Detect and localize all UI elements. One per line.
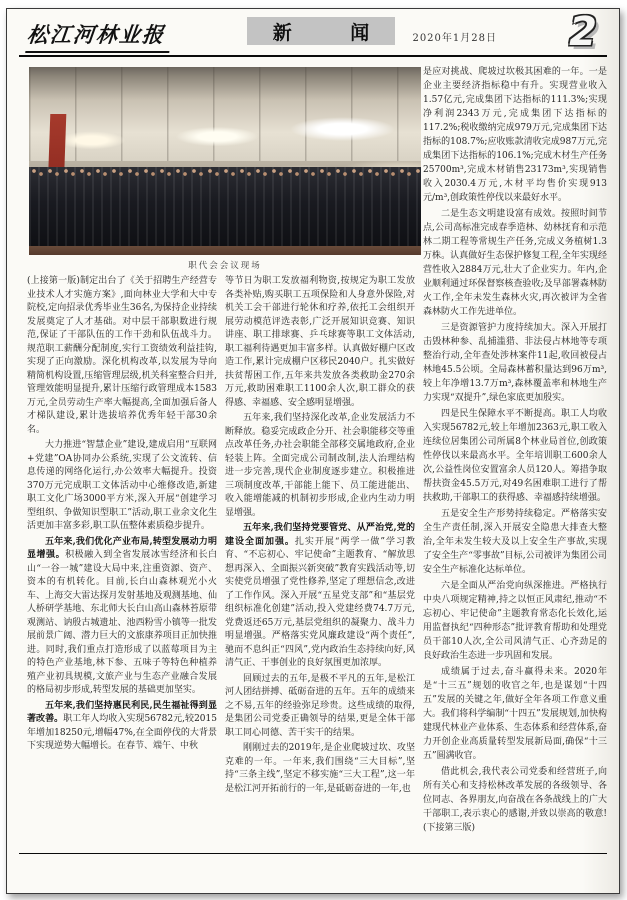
article-paragraph: 三是资源管护力度持续加大。深入开展打击毁林种参、乱捕滥猎、非法侵占林地等专项整治行动,全年查处涉林案件11起,收回被侵占林地45.5公顷。全局森林蓄积量达到96万m³,较上年净增13.7万m³,森林覆盖率和林地生产力实现“双提升”,绿色家底更加殷实。	[423, 323, 607, 403]
article-paragraph: 大力推进“智慧企业”建设,建成启用“互联网+党建”OA协同办公系统,实现了公文流转、信息传递的网络化运行,办公效率大幅提升。投资370万元完成职工文体活动中心维修改造,新建职工文化广场3000平方米,深入开展“创建学习型组织、争做知识型职工”活动,职工业余文化生活更加丰富多彩,职工队伍整体素质稳步提升。	[27, 440, 217, 531]
article-paragraph: 五年来,我们坚持深化改革,企业发展活力不断释放。稳妥完成政企分开、社会职能移交等重点改革任务,办社会职能全部移交属地政府,企业轻装上阵。全面完成公司制改制,法人治理结构进一步完善,现代企业制度逐步建立。积极推进三项制度改革,干部能上能下、员工能进能出、收入能增能减的机制初步形成,企业内生动力明显增强。	[225, 413, 415, 518]
page-header	[19, 9, 607, 57]
meeting-photo	[29, 67, 421, 255]
article-column-2	[225, 275, 415, 851]
bottom-rule	[19, 853, 607, 854]
article-paragraph: 六是全面从严治党向纵深推进。严格执行中央八项规定精神,持之以恒正风肃纪,推动“不忘初心、牢记使命”主题教育常态化长效化,运用监督执纪“四种形态”批评教育帮助和处理党员干部10人次,全公司风清气正、心齐劲足的良好政治生态进一步巩固和发展。	[423, 581, 607, 661]
newspaper-page	[6, 8, 620, 894]
photo-stage-strip	[29, 246, 421, 255]
page-number: 2	[569, 9, 597, 55]
article-paragraph: 二是生态文明建设富有成效。按照时间节点,公司高标准完成春季造林、幼林抚育和示范林二期工程等常规生产任务,完成义务植树1.3万株。认真做好生态保护修复工程,全年实现经营性收入2884万元,壮大了企业实力。年内,企业顺利通过环保督察核查验收;及早部署森林防火工作,全年未发生森林火灾,再次被评为全省森林防火工作先进单位。	[423, 209, 607, 317]
photo-standing-crowd	[29, 167, 421, 246]
newspaper-masthead: 松江河林业报	[25, 19, 173, 53]
photo-ceiling-lights	[29, 67, 421, 161]
article-paragraph: 五年来,我们坚持惠民利民,民生福祉得到显著改善。职工年人均收入实现56782元,较2015年增加18250元,增幅47%,在全面停伐的大背景下实现逆势大幅增长。在春节、端午、中秋	[27, 700, 217, 751]
article-column-3	[423, 65, 607, 851]
section-title: 新 闻	[272, 21, 396, 44]
article-paragraph: 五年来,我们优化产业布局,转型发展动力明显增强。积极融入到全省发展冰雪经济和长白山“一谷一城”建设大局中来,注重资源、资产、资本的有机转化。目前,长白山森林观光小火车、上海交大雷达探月发射基地及观测基地、仙人桥研学基地、东北师大长白山高山森林苔原带观测站、讷殷古城遗址、池西粉雪小镇等一批发展前景广阔、潜力巨大的文旅康养项目正加快推进。同时,我们重点打造形成了以蓝莓项目为主的特色产业基地,林下参、五味子等特色种植养殖产业初具规模,文旅产业与生态产业融合发展的格局初步形成,转型发展的基础更加坚实。	[27, 536, 217, 695]
paragraph-lead: 五年来,我们优化产业布局,转型发展动力明显增强。	[27, 536, 217, 560]
article-paragraph: 等节日为职工发放福利物资,按规定为职工发放各类补贴,购买职工五项保险和人身意外保险,对机关工会干部进行轮休和疗养,依托工会组织开展劳动模范评选表彰,广泛开展知识竞赛、知识讲座、职工排球赛、乒乓球赛等职工文体活动,职工福利待遇更加丰富多样。认真做好棚户区改造工作,累计完成棚户区移民2040户。扎实做好扶贫帮困工作,五年来共发放各类救助金270余万元,救助困难职工1100余人次,职工群众的获得感、幸福感、安全感明显增强。	[225, 276, 415, 408]
article-paragraph: 借此机会,我代表公司党委和经营班子,向所有关心和支持松林改革发展的各级领导、各位同志、各界朋友,向奋战在各条战线上的广大干部职工,表示衷心的感谢,并致以崇高的敬意!(下接第三版)	[423, 767, 607, 833]
paragraph-lead: 五年来,我们坚持党要管党、从严治党,党的建设全面加强。	[225, 523, 415, 547]
section-title-box	[247, 17, 395, 45]
article-paragraph: 刚刚过去的2019年,是企业爬坡过坎、攻坚克难的一年。一年来,我们围绕“三大目标”,坚持“三条主线”,坚定不移实施“三大工程”,这一年是松江河开拓前行的一年,是砥砺奋进的一年,也	[225, 743, 415, 794]
article-paragraph: 是应对挑战、爬坡过坎极其困难的一年。一是企业主要经济指标稳中有升。实现营业收入1.57亿元,完成集团下达指标的111.3%;实现净利润2343万元,完成集团下达指标的117.2%;税收缴纳完成979万元,完成集团下达指标的108.7%;应收账款清收完成987万元,完成集团下达指标的106.1%;完成木材生产任务25700m³,完成木材销售23173m³,实现销售收入2030.4万元,木材平均售价实现913元/m³,创政策性停伐以来最好水平。	[423, 67, 607, 203]
article-paragraph: 四是民生保障水平不断提高。职工人均收入实现56782元,较上年增加2363元,职工收入连续位居集团公司所属8个林业局首位,创政策性停伐以来最高水平。全年培训职工600余人次,公益性岗位安置富余人员120人。筹措争取帮扶资金45.5万元,对49名困难职工进行了帮扶救助,干部职工的获得感、幸福感持续增强。	[423, 409, 607, 503]
paragraph-lead: 五年来,我们坚持惠民利民,民生福祉得到显著改善。	[27, 700, 217, 724]
article-column-1	[27, 275, 217, 851]
article-paragraph: 五是安全生产形势持续稳定。严格落实安全生产责任制,深入开展安全隐患大排查大整治,全年未发生较大及以上安全生产事故,实现了安全生产“零事故”目标,公司被评为集团公司安全生产标准化达标单位。	[423, 509, 607, 575]
issue-date: 2020年1月28日	[412, 33, 497, 44]
article-paragraph: (上接第一版)制定出台了《关于招聘生产经营专业技术人才实施方案》,面向林业大学和大中专院校,定向招录优秀毕业生36名,为保持企业持续发展奠定了人才基础。对中层干部职数进行规范,保证了干部队伍的工作干劲和队伍战斗力。规范职工薪酬分配制度,实行工资绩效利益挂钩,实现了正向激励。深化机构改革,以发展为导向精简机构设置,压缩管理层级,机关科室整合归并,管理效能明显提升,累计压缩行政管理成本1583万元,全员劳动生产率大幅提高,全面加强后备人才梯队建设,累计选拔培养优秀年轻干部30余名。	[27, 276, 217, 435]
photo-caption: 职代会会议现场	[188, 261, 262, 271]
article-paragraph: 回顾过去的五年,是极不平凡的五年,是松江河人团结拼搏、砥砺奋进的五年。五年的成绩来之不易,五年的经验弥足珍贵。这些成绩的取得,是集团公司党委正确领导的结果,更是全体干部职工同心同德、苦干实干的结果。	[225, 673, 415, 738]
article-paragraph: 成绩属于过去,奋斗赢得未来。2020年是“十三五”规划的收官之年,也是谋划“十四五”发展的关键之年,做好全年各项工作意义重大。我们将科学编制“十四五”发展规划,加快构建现代林业产业体系、生态体系和经营体系,奋力开创企业高质量转型发展新局面,确保“十三五”圆满收官。	[423, 667, 607, 761]
article-paragraph: 五年来,我们坚持党要管党、从严治党,党的建设全面加强。扎实开展“两学一做”学习教育、“不忘初心、牢记使命”主题教育、“解放思想再深入、全面振兴新突破”教育实践活动等,切实使党员增强了党性修养,坚定了理想信念,改进了工作作风。深入开展“五星党支部”和“基层党组织标准化创建”活动,投入党建经费74.7万元,党费返还65万元,基层党组织的凝聚力、战斗力明显增强。严格落实党风廉政建设“两个责任”,驰而不息纠正“四风”,党内政治生态持续向好,风清气正、干事创业的良好氛围更加浓厚。	[225, 523, 415, 668]
